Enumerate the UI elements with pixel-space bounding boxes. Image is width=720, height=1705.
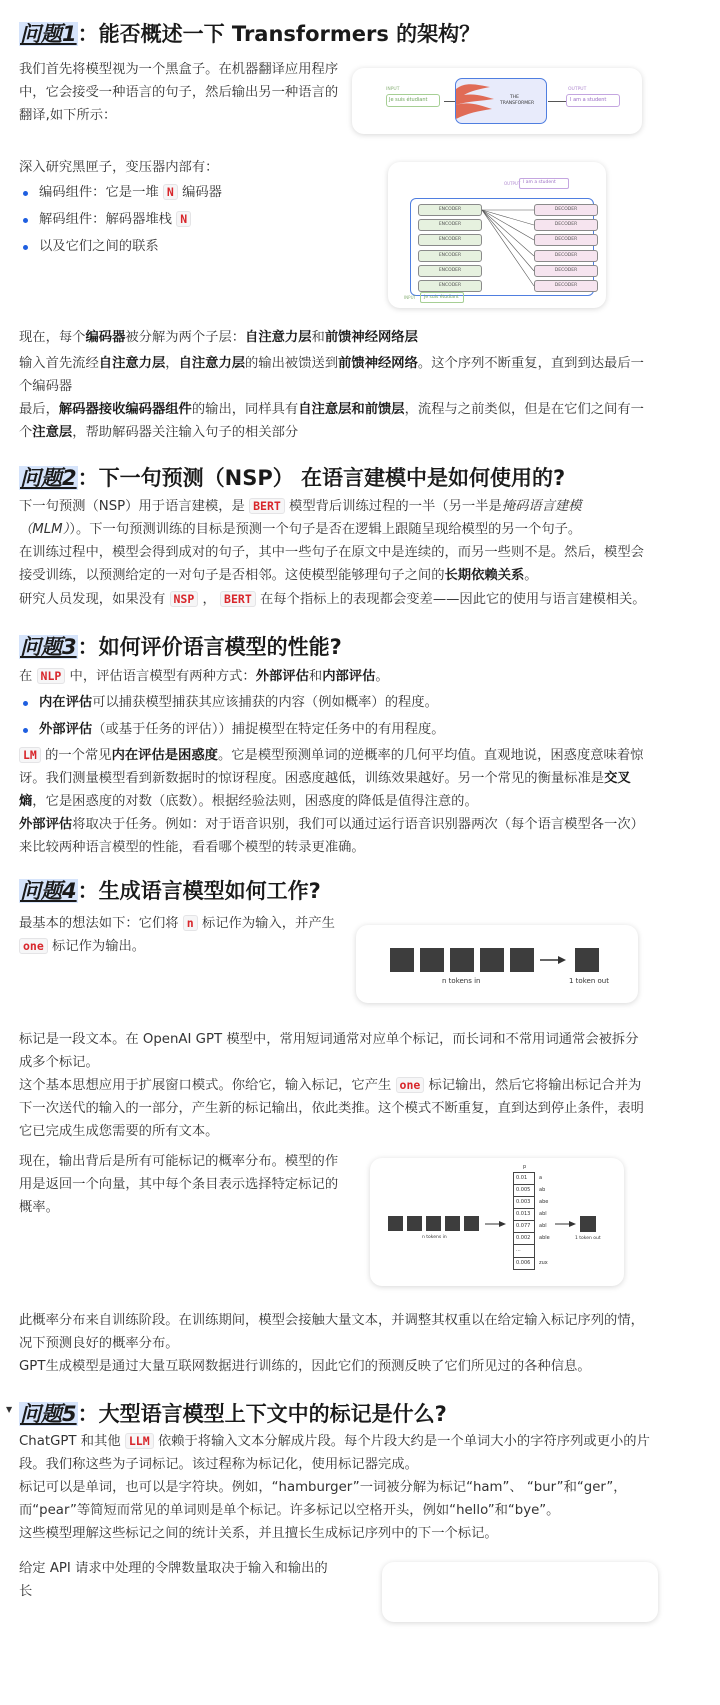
list-item: 编码组件：它是一堆 N 编码器 [19, 181, 222, 208]
q4-paragraph-3: 这个基本思想应用于扩展窗口模式。你给它，输入标记，它产生 one 标记输出，然后它将输出标记合并为下一次送代的输入的一部分，产生新的标记输出，依此类推。这个模式不断重复，直到达到停止条件，表明它已完成生成您需要的所有文本。 [19, 1078, 644, 1139]
encoder-decoder-stack-figure: OUTPUT I am a student ENCODER ENCODER ENCODER ENCODER ENCODER ENCODER DECODER DECODER DECODER DECODER DECODER DECODER INPUT Je suis étudiant [388, 162, 606, 308]
q2-paragraph-1: 下一句预测（NSP）用于语言建模，是 BERT 模型背后训练过程的一半（另一半是掩码语言建模（MLM））。下一句预测训练的目标是预测一个句子是否在逻辑上跟随呈现给模型的另一个句子。 [19, 499, 582, 537]
question-number[interactable]: 问题2 [20, 466, 77, 490]
q5-paragraph-3: 这些模型理解这些标记之间的统计关系，并且擅长生成标记序列中的下一个标记。 [19, 1526, 498, 1541]
q3-bullets [19, 691, 445, 745]
q1-bullets [19, 181, 222, 262]
question-number[interactable]: 问题5 [20, 1402, 77, 1426]
q1-paragraph-3: 最后，解码器接收编码器组件的输出，同样具有自注意层和前馈层，流程与之前类似，但是在它们之间有一个注意层，帮助解码器关注输入句子的相关部分 [19, 402, 644, 440]
flame-icon [456, 79, 496, 124]
q1-deep: 深入研究黑匣子，变压器内部有： [19, 160, 219, 175]
tokens-in-out-figure: n tokens in 1 token out [356, 925, 638, 1003]
q3-paragraph-2: LM 的一个常见内在评估是困惑度。它是模型预测单词的逆概率的几何平均值。直观地说，困惑度意味着惊讶。我们测量模型看到新数据时的惊讶程度。困惑度越低，训练效果越好。另一个常见的衡量标准是交叉熵，它是困惑度的对数（底数）。根据经验法则，困惑度的降低是值得注意的。 [19, 748, 644, 809]
q1-intro: 我们首先将模型视为一个黑盒子。在机器翻译应用程序 中，它会接受一种语言的句子，然后输出另一种语言的 翻译,如下所示： [19, 62, 339, 123]
question-4-heading: 问题4：生成语言模型如何工作? [20, 879, 321, 903]
figure-card-partial [382, 1562, 658, 1622]
q3-paragraph-3: 外部评估将取决于任务。例如：对于语音识别，我们可以通过运行语音识别器两次（每个语言模型各一次）来比较两种语言模型的性能，看看哪个模型的转录更准确。 [19, 817, 644, 855]
q5-paragraph-4: 给定 API 请求中处理的令牌数量取决于输入和输出的长 [19, 1561, 328, 1599]
q4-paragraph-6: GPT生成模型是通过大量互联网数据进行训练的，因此它们的预测反映了它们所见过的各种信息。 [19, 1359, 591, 1374]
q2-paragraph-3: 研究人员发现，如果没有 NSP ， BERT 在每个指标上的表现都会变差——因此它的使用与语言建模相关。 [19, 592, 646, 607]
question-number[interactable]: 问题1 [20, 22, 77, 46]
q5-paragraph-2: 标记可以是单词，也可以是字符块。例如，“hamburger”一词被分解为标记“ham”、 “bur”和“ger”，而“pear”等简短而常见的单词则是单个标记。许多标记以空格开头，例如“hello”和“bye”。 [19, 1480, 627, 1518]
question-5-heading: 问题5：大型语言模型上下文中的标记是什么? [20, 1402, 447, 1426]
black-box-transformer-figure: INPUT Je suis étudiant THE TRANSFORMER OUTPUT I am a student [352, 68, 642, 134]
arrow-right-icon [538, 954, 568, 966]
arrow-right-icon [484, 1219, 508, 1229]
q4-paragraph-4: 现在，输出背后是所有可能标记的概率分布。模型的作 用是返回一个向量，其中每个条目表示选择特定标记的 概率。 [19, 1154, 339, 1215]
arrow-right-icon [554, 1219, 578, 1229]
question-number[interactable]: 问题4 [20, 879, 77, 903]
q4-paragraph-2: 标记是一段文本。在 OpenAI GPT 模型中，常用短词通常对应单个标记，而长词和不常用词通常会被拆分成多个标记。 [19, 1032, 639, 1070]
collapse-caret-icon[interactable]: ▼ [6, 1405, 13, 1414]
question-3-heading: 问题3：如何评价语言模型的性能? [20, 635, 342, 659]
q1-paragraph-1: 现在，每个编码器被分解为两个子层：自注意力层和前馈神经网络层 [19, 330, 418, 345]
connection-arrows [388, 162, 606, 308]
q5-paragraph-1: ChatGPT 和其他 LLM 依赖于将输入文本分解成片段。每个片段大约是一个单词大小的字符序列或更小的片段。我们称这些为子词标记。该过程称为标记化，使用标记器完成。 [19, 1434, 650, 1472]
list-item: 外部评估（或基于任务的评估））捕捉模型在特定任务中的有用程度。 [19, 718, 445, 745]
list-item: 解码组件：解码器堆栈 N [19, 208, 222, 235]
question-number[interactable]: 问题3 [20, 635, 77, 659]
list-item: 以及它们之间的联系 [19, 235, 222, 262]
probability-distribution-figure: n tokens in p 0.01 a 0.005 ab 0.003 abe 0.013 abl 0.077 abl 0.002 able ... 0.006 zux 1 token out [370, 1158, 624, 1286]
q4-paragraph-1: 最基本的想法如下：它们将 n 标记作为输入，并产生 one 标记作为输出。 [19, 916, 335, 954]
question-2-heading: 问题2：下一句预测（NSP） 在语言建模中是如何使用的? [20, 466, 566, 490]
q1-paragraph-2: 输入首先流经自注意力层，自注意力层的输出被馈送到前馈神经网络。这个序列不断重复，直到到达最后一个编码器 [19, 356, 644, 394]
question-1-heading: 问题1：能否概述一下 Transformers 的架构？ [20, 22, 481, 46]
q3-paragraph-1: 在 NLP 中，评估语言模型有两种方式：外部评估和内部评估。 [19, 669, 389, 684]
q4-paragraph-5: 此概率分布来自训练阶段。在训练期间，模型会接触大量文本，并调整其权重以在给定输入标记序列的情，况下预测良好的概率分布。 [19, 1313, 644, 1351]
list-item: 内在评估可以捕获模型捕获其应该捕获的内容（例如概率）的程度。 [19, 691, 445, 718]
q2-paragraph-2: 在训练过程中，模型会得到成对的句子，其中一些句子在原文中是连续的，而另一些则不是。然后，模型会接受训练，以预测给定的一对句子是否相邻。这使模型能够理句子之间的长期依赖关系。 [19, 545, 644, 583]
